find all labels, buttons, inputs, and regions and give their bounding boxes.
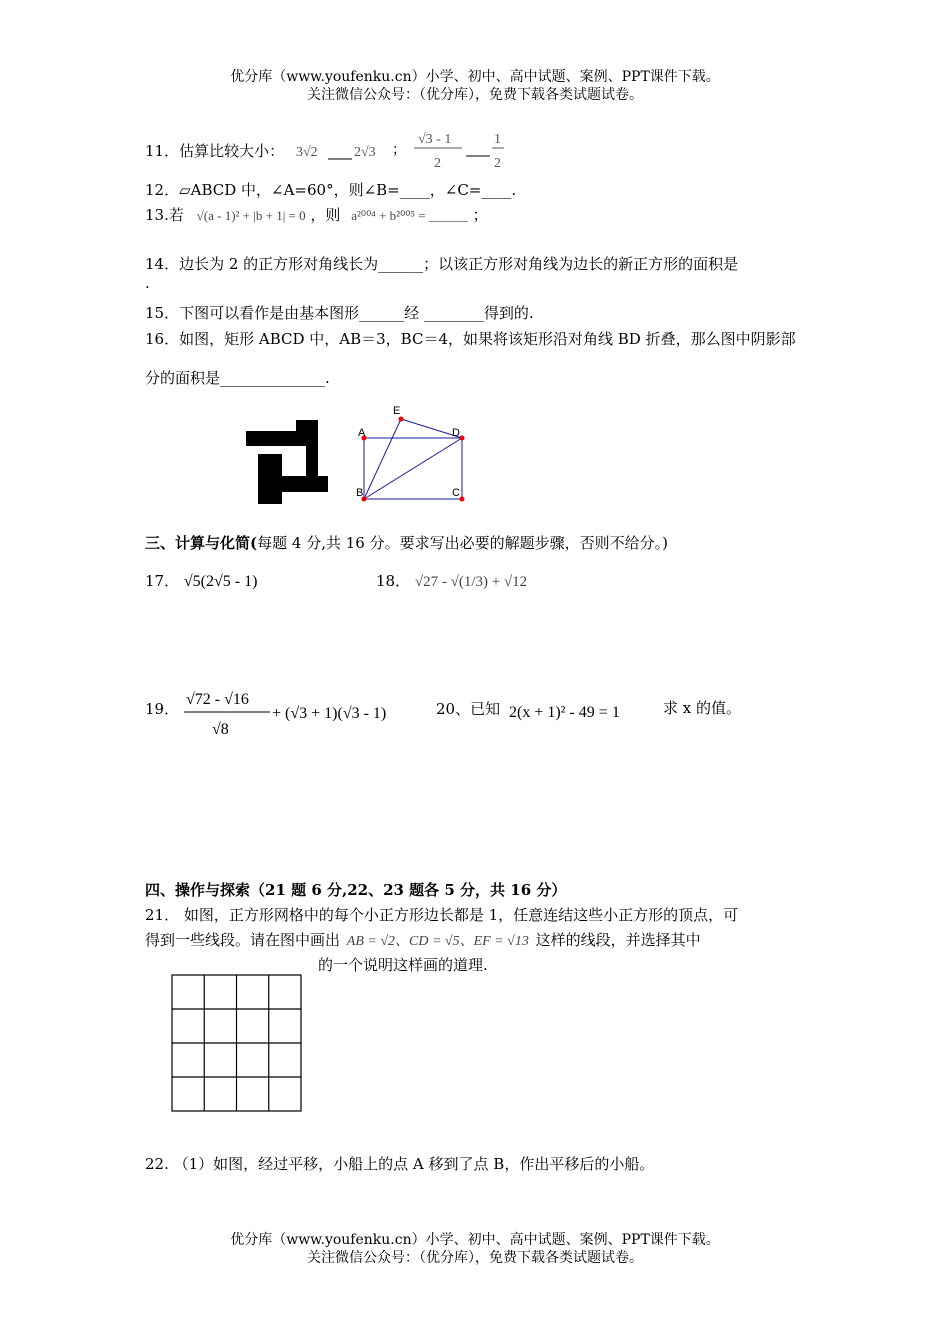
q17-label: 17． — [145, 572, 180, 590]
question-16-line-2: 分的面积是______________. — [145, 369, 330, 387]
label-d: D — [452, 427, 460, 439]
q11-d-num: 1 — [494, 132, 501, 147]
figure-15-pinwheel — [244, 418, 334, 508]
header-line-1: 优分库（www.youfenku.cn）小学、初中、高中试题、案例、PPT课件下载。 — [230, 69, 720, 85]
pinwheel-joint — [306, 470, 318, 476]
diagonal-bd — [364, 438, 462, 499]
point-c — [460, 497, 465, 502]
question-15: 15．下图可以看作是由基本图形______经 ________得到的. — [145, 304, 534, 322]
q13-expr: √(a - 1)² + |b + 1| = 0 — [196, 208, 306, 223]
pinwheel-piece-left — [258, 454, 282, 504]
q11-c-num: √3 - 1 — [418, 132, 452, 147]
header-line-2: 关注微信公众号：（优分库），免费下载各类试题试卷。 — [307, 87, 643, 103]
question-18 — [376, 570, 527, 591]
section-3-title: 三、计算与化简( — [145, 534, 258, 552]
q19-label: 19． — [145, 700, 180, 718]
footer-line-1: 优分库（www.youfenku.cn）小学、初中、高中试题、案例、PPT课件下载。 — [230, 1232, 720, 1248]
q20-ask: 求 x 的值。 — [663, 699, 741, 717]
q18-label: 18． — [376, 572, 411, 590]
q11-a: 3√2 — [296, 145, 318, 160]
question-14: 14．边长为 2 的正方形对角线长为______；以该正方形对角线为边长的新正方形的面积是 — [145, 255, 739, 273]
footer-line-2: 关注微信公众号：（优分库），免费下载各类试题试卷。 — [307, 1250, 643, 1266]
q13-mid: ，则 — [310, 206, 341, 224]
q18-expr: √27 - √(1/3) + √12 — [414, 574, 528, 590]
q11-c-den: 2 — [434, 156, 441, 171]
q21-math: AB = √2、CD = √5、EF = √13 — [346, 934, 529, 949]
q19-den: √8 — [212, 721, 229, 738]
q11-d-den: 2 — [494, 156, 501, 171]
q19-num: √72 - √16 — [186, 691, 249, 708]
q19-rest: + (√3 + 1)(√3 - 1) — [272, 705, 387, 722]
q13-end: ； — [472, 206, 488, 224]
section-4-heading: 四、操作与探索（21 题 6 分,22、23 题各 5 分，共 16 分） — [145, 881, 567, 899]
question-21-line-1: 21． 如图，正方形网格中的每个小正方形边长都是 1，任意连结这些小正方形的顶点，可 — [145, 906, 739, 924]
question-21-line-3: 的一个说明这样画的道理. — [318, 956, 488, 974]
section-3-note: 每题 4 分,共 16 分。要求写出必要的解题步骤，否则不给分。) — [257, 534, 668, 552]
q21-line2a: 得到一些线段。请在图中画出 — [145, 931, 341, 949]
point-e — [399, 417, 404, 422]
point-d — [460, 436, 465, 441]
question-22: 22. （1）如图，经过平移，小船上的点 A 移到了点 B，作出平移后的小船。 — [145, 1155, 655, 1173]
question-16-line-1: 16．如图，矩形 ABCD 中，AB＝3，BC＝4，如果将该矩形沿对角线 BD 折叠，那么图中阴影部 — [145, 330, 796, 348]
question-12: 12．▱ABCD 中，∠A=60°，则∠B=____，∠C=____. — [145, 181, 517, 199]
q17-expr: √5(2√5 - 1) — [183, 573, 258, 590]
question-13 — [145, 204, 488, 225]
q13-label: 13.若 — [145, 206, 184, 224]
figure-16-rectangle — [352, 400, 474, 508]
q14-dot: . — [145, 274, 150, 292]
q20-expr: 2(x + 1)² - 49 = 1 — [509, 704, 620, 721]
q20-label: 20、已知 — [436, 700, 501, 718]
q11-sep: ； — [392, 143, 406, 158]
figure-21-grid — [170, 973, 304, 1114]
q11-b: 2√3 — [354, 145, 376, 160]
q12-text: ▱ABCD 中，∠A=60°，则∠B=____，∠C=____. — [179, 181, 517, 199]
label-a: A — [358, 427, 366, 439]
question-17 — [145, 570, 257, 591]
label-b: B — [356, 487, 364, 499]
section-3-heading — [145, 532, 668, 553]
q21-line2b: 这样的线段，并选择其中 — [535, 931, 701, 949]
pinwheel-piece-bottom — [282, 476, 328, 492]
q19-math — [180, 684, 420, 742]
q11-label: 11．估算比较大小： — [145, 142, 285, 160]
label-e: E — [393, 405, 401, 417]
q11-math — [292, 126, 512, 174]
label-c: C — [452, 487, 460, 499]
question-21-line-2 — [145, 929, 701, 950]
q13-expr2: a²⁰⁰⁴ + b²⁰⁰⁵ = ______ — [351, 208, 468, 223]
question-11 — [145, 140, 284, 161]
